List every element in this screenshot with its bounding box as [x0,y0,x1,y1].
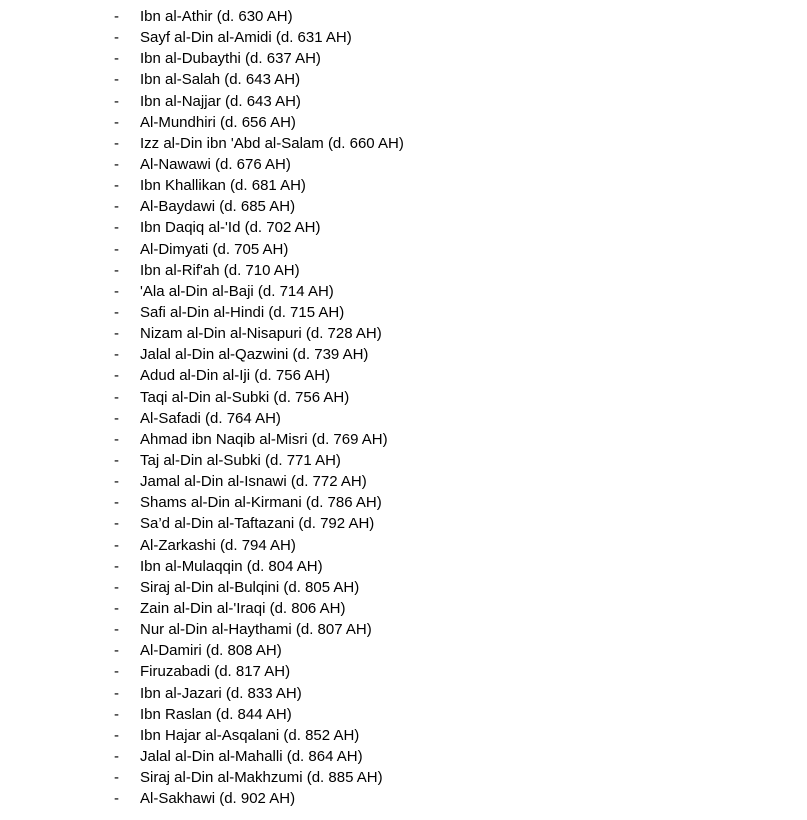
scholar-name: Jalal al-Din al-Qazwini (d. 739 AH) [140,346,369,364]
list-item [0,27,807,48]
bullet-dash: - [114,663,119,681]
scholar-name: Al-Mundhiri (d. 656 AH) [140,113,296,131]
bullet-dash: - [114,219,119,237]
bullet-dash: - [114,177,119,195]
list-item [0,683,807,704]
list-item [0,408,807,429]
bullet-dash: - [114,599,119,617]
scholar-name: 'Ala al-Din al-Baji (d. 714 AH) [140,282,334,300]
scholar-name: Taqi al-Din al-Subki (d. 756 AH) [140,388,350,406]
bullet-dash: - [114,451,119,469]
bullet-dash: - [114,198,119,216]
list-item [0,598,807,619]
list-item [0,91,807,112]
scholar-name: Al-Baydawi (d. 685 AH) [140,198,296,216]
list-item [0,704,807,725]
scholar-name: Nur al-Din al-Haythami (d. 807 AH) [140,621,372,639]
scholar-name: Nizam al-Din al-Nisapuri (d. 728 AH) [140,325,382,343]
list-item [0,535,807,556]
bullet-dash: - [114,240,119,258]
list-item [0,281,807,302]
bullet-dash: - [114,8,119,25]
scholar-name: Ibn Raslan (d. 844 AH) [140,705,292,723]
bullet-dash: - [114,642,119,660]
bullet-dash: - [114,747,119,765]
scholar-name: Adud al-Din al-Iji (d. 756 AH) [140,367,331,385]
scholar-name: Al-Dimyati (d. 705 AH) [140,240,289,258]
list-item [0,175,807,196]
list-item [0,450,807,471]
scholar-name: Firuzabadi (d. 817 AH) [140,663,291,681]
list-item [0,217,807,238]
bullet-dash: - [114,92,119,110]
bullet-dash: - [114,367,119,385]
list-item [0,112,807,133]
list-item [0,69,807,90]
list-item [0,513,807,534]
list-item [0,133,807,154]
scholar-name: Jamal al-Din al-Isnawi (d. 772 AH) [140,473,367,491]
bullet-dash: - [114,50,119,68]
list-item [0,154,807,175]
list-item [0,556,807,577]
list-item [0,492,807,513]
list-item [0,365,807,386]
scholar-name: Ibn Hajar al-Asqalani (d. 852 AH) [140,726,360,744]
scholar-name: Sa’d al-Din al-Taftazani (d. 792 AH) [140,515,375,533]
bullet-dash: - [114,282,119,300]
scholar-name: Ibn al-Jazari (d. 833 AH) [140,684,302,702]
scholar-name: Ibn al-Mulaqqin (d. 804 AH) [140,557,323,575]
scholar-name: Safi al-Din al-Hindi (d. 715 AH) [140,303,345,321]
scholar-name: Ibn al-Athir (d. 630 AH) [140,8,293,25]
list-item [0,471,807,492]
list-item [0,48,807,69]
list-item [0,6,807,27]
scholar-name: Al-Sakhawi (d. 902 AH) [140,790,296,808]
bullet-dash: - [114,790,119,808]
list-item [0,387,807,408]
scholar-name: Ibn al-Salah (d. 643 AH) [140,71,301,89]
list-item [0,661,807,682]
scholar-name: Ibn al-Dubaythi (d. 637 AH) [140,50,321,68]
bullet-dash: - [114,557,119,575]
list-item [0,344,807,365]
list-item [0,196,807,217]
scholar-name: Siraj al-Din al-Makhzumi (d. 885 AH) [140,769,383,787]
bullet-dash: - [114,388,119,406]
scholar-name: Al-Safadi (d. 764 AH) [140,409,281,427]
bullet-dash: - [114,113,119,131]
list-item [0,746,807,767]
scholar-name: Siraj al-Din al-Bulqini (d. 805 AH) [140,578,360,596]
scholar-name: Taj al-Din al-Subki (d. 771 AH) [140,451,341,469]
bullet-dash: - [114,705,119,723]
scholar-name: Ibn Khallikan (d. 681 AH) [140,177,306,195]
list-item [0,429,807,450]
bullet-dash: - [114,155,119,173]
bullet-dash: - [114,303,119,321]
scholar-name: Shams al-Din al-Kirmani (d. 786 AH) [140,494,382,512]
scholar-name: Ibn al-Najjar (d. 643 AH) [140,92,301,110]
bullet-dash: - [114,325,119,343]
bullet-dash: - [114,346,119,364]
bullet-dash: - [114,621,119,639]
list-item [0,619,807,640]
scholar-name: Jalal al-Din al-Mahalli (d. 864 AH) [140,747,363,765]
list-item [0,767,807,788]
scholar-name: Ibn al-Rif'ah (d. 710 AH) [140,261,300,279]
bullet-dash: - [114,134,119,152]
scholar-name: Ibn Daqiq al-'Id (d. 702 AH) [140,219,321,237]
list-item [0,788,807,809]
bullet-dash: - [114,29,119,47]
bullet-dash: - [114,430,119,448]
bullet-dash: - [114,536,119,554]
list-item [0,323,807,344]
scholar-name: Izz al-Din ibn 'Abd al-Salam (d. 660 AH) [140,134,404,152]
bullet-dash: - [114,578,119,596]
scholar-name: Al-Damiri (d. 808 AH) [140,642,282,660]
bullet-dash: - [114,726,119,744]
list-item [0,302,807,323]
bullet-dash: - [114,71,119,89]
list-item [0,239,807,260]
bullet-dash: - [114,684,119,702]
list-item [0,725,807,746]
scholar-name: Ahmad ibn Naqib al-Misri (d. 769 AH) [140,430,388,448]
scholar-name: Al-Nawawi (d. 676 AH) [140,155,291,173]
bullet-dash: - [114,473,119,491]
scholar-name: Zain al-Din al-'Iraqi (d. 806 AH) [140,599,346,617]
bullet-dash: - [114,494,119,512]
bullet-dash: - [114,769,119,787]
list-item [0,577,807,598]
scholar-name: Sayf al-Din al-Amidi (d. 631 AH) [140,29,352,47]
scholar-name: Al-Zarkashi (d. 794 AH) [140,536,296,554]
list-item [0,260,807,281]
scholar-list [0,6,807,809]
bullet-dash: - [114,261,119,279]
bullet-dash: - [114,515,119,533]
bullet-dash: - [114,409,119,427]
list-item [0,640,807,661]
